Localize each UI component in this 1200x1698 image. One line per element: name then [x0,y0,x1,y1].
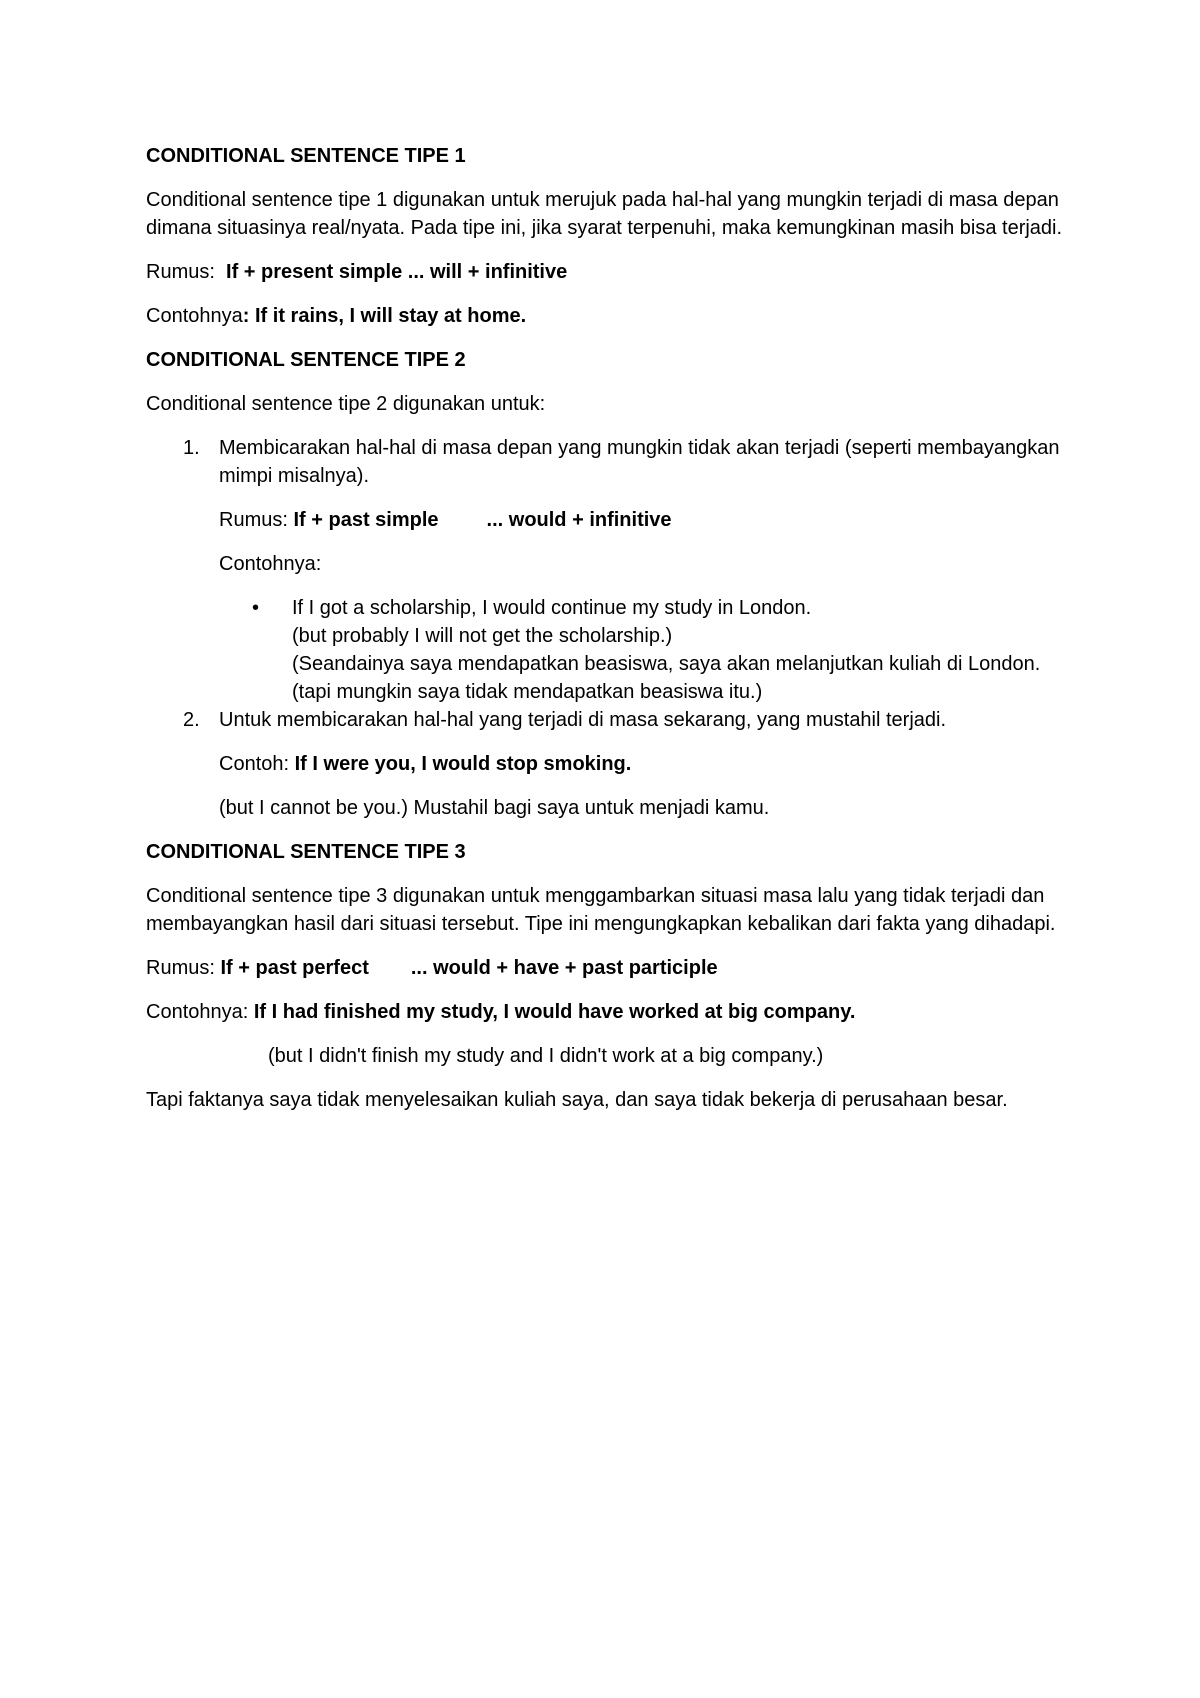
section2-list [146,434,1066,822]
item1-formula-part2: ... would + infinitive [486,509,672,531]
section1-example [146,302,1066,330]
list-item-text: Membicarakan hal-hal di masa depan yang mungkin tidak akan terjadi (seperti membayangkan mimpi misalnya). [219,437,1060,487]
bullet-icon: • [252,597,260,619]
bullet-line: (tapi mungkin saya tidak mendapatkan beasiswa itu.) [292,681,763,703]
section1-formula [146,258,1066,286]
section3-example-text: If I had finished my study, I would have worked at big company. [253,1001,856,1023]
bullet-line: (Seandainya saya mendapatkan beasiswa, saya akan melanjutkan kuliah di London. [292,653,1041,675]
section3-example-label: Contohnya: [146,1001,249,1023]
section3-heading: CONDITIONAL SENTENCE TIPE 3 [146,841,466,863]
list-number: 1. [183,437,200,459]
section1-description: Conditional sentence tipe 1 digunakan untuk merujuk pada hal-hal yang mungkin terjadi di masa depan dimana situasinya real/nyata. Pada tipe ini, jika syarat terpenuhi, maka kemungkinan masih bisa terjadi. [146,189,1063,239]
section1-formula-text: If + present simple ... will + infinitive [226,261,568,283]
section3-formula-part2: ... would + have + past participle [410,957,718,979]
section3-description: Conditional sentence tipe 3 digunakan untuk menggambarkan situasi masa lalu yang tidak terjadi dan membayangkan hasil dari situasi tersebut. Tipe ini mengungkapkan kebalikan dari fakta yang dihadapi. [146,885,1056,935]
item1-formula [219,506,1066,534]
section2-list-item-1 [146,434,1066,706]
item1-formula-label: Rumus: [219,509,288,531]
section2-list-item-2 [146,706,1066,822]
item1-bullet-list [219,594,1066,706]
bullet-item [219,594,1066,706]
bullet-line: If I got a scholarship, I would continue my study in London. [292,597,812,619]
section1-formula-label: Rumus: [146,261,215,283]
item2-example-text: If I were you, I would stop smoking. [294,753,632,775]
list-item-text: Untuk membicarakan hal-hal yang terjadi di masa sekarang, yang mustahil terjadi. [219,709,947,731]
section1-example-colon: : [242,305,250,327]
item2-example-label: Contoh: [219,753,290,775]
section2-intro: Conditional sentence tipe 2 digunakan untuk: [146,393,546,415]
section2-heading: CONDITIONAL SENTENCE TIPE 2 [146,349,466,371]
section1-heading: CONDITIONAL SENTENCE TIPE 1 [146,145,466,167]
bullet-line: (but probably I will not get the scholarship.) [292,625,673,647]
section3-formula-part1: If + past perfect [220,957,369,979]
document-content [146,142,1066,1130]
section3-note: (but I didn't finish my study and I didn't work at a big company.) [268,1045,824,1067]
section3-example [146,998,1066,1026]
item1-example-label: Contohnya: [219,553,322,575]
item2-note: (but I cannot be you.) Mustahil bagi saya untuk menjadi kamu. [219,797,770,819]
section1-example-label: Contohnya [146,305,243,327]
section1-example-text: If it rains, I will stay at home. [254,305,527,327]
item1-formula-part1: If + past simple [293,509,439,531]
list-number: 2. [183,709,200,731]
section3-formula-label: Rumus: [146,957,215,979]
section3-formula [146,954,1066,982]
section3-conclusion: Tapi faktanya saya tidak menyelesaikan kuliah saya, dan saya tidak bekerja di perusahaan besar. [146,1089,1008,1111]
item2-example [219,750,1066,778]
